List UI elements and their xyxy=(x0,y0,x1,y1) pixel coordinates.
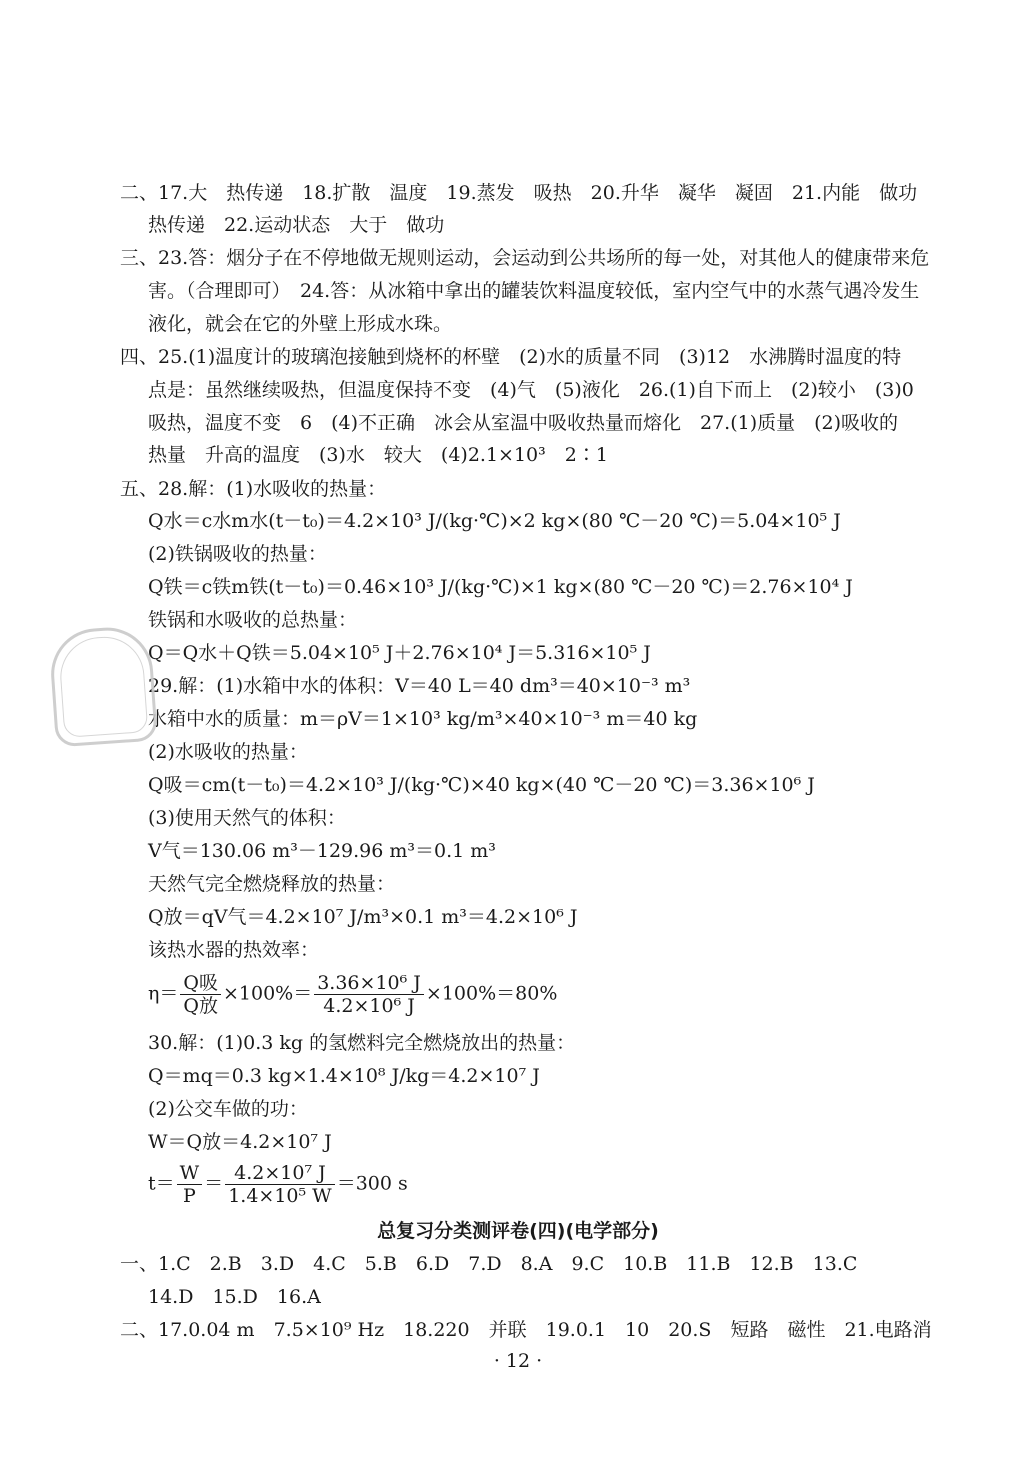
equation-line: Q吸＝cm(t－t₀)＝4.2×10³ J/(kg·℃)×40 kg×(40 ℃－20 ℃)＝3.36×10⁶ J xyxy=(148,774,815,796)
eq-rhs: ＝300 s xyxy=(336,1172,408,1195)
fraction xyxy=(177,1162,203,1207)
page-number: · 12 · xyxy=(493,1350,543,1372)
answer-line: 害。（合理即可） 24.答：从冰箱中拿出的罐装饮料温度较低，室内空气中的水蒸气遇冷发生 xyxy=(148,280,920,302)
eq-lhs: t＝ xyxy=(148,1172,175,1195)
eq-lhs: η＝ xyxy=(148,982,179,1005)
equation-line: W＝Q放＝4.2×10⁷ J xyxy=(148,1131,332,1153)
fraction-numerator: Q吸 xyxy=(180,972,221,995)
answer-line: 热量 升高的温度 (3)水 较大 (4)2.1×10³ 2∶1 xyxy=(148,444,608,466)
fraction-numerator: 4.2×10⁷ J xyxy=(225,1162,335,1185)
equation-line: 水箱中水的质量：m＝ρV＝1×10³ kg/m³×40×10⁻³ m＝40 kg xyxy=(148,708,698,730)
fraction xyxy=(180,972,221,1017)
answer-line: 二、17.0.04 m 7.5×10⁹ Hz 18.220 并联 19.0.1 10 20.S 短路 磁性 21.电路消 xyxy=(120,1319,932,1341)
eq-mid: ×100%＝ xyxy=(222,982,313,1005)
fraction-denominator: 4.2×10⁶ J xyxy=(323,995,415,1017)
answer-line: (3)使用天然气的体积： xyxy=(148,807,346,829)
answer-line: 三、23.答：烟分子在不停地做无规则运动，会运动到公共场所的每一处，对其他人的健康带来危 xyxy=(120,247,930,269)
equation-line: Q放＝qV气＝4.2×10⁷ J/m³×0.1 m³＝4.2×10⁶ J xyxy=(148,906,578,928)
answer-line: (2)水吸收的热量： xyxy=(148,741,308,763)
answer-line: (2)公交车做的功： xyxy=(148,1098,308,1120)
answer-line: 点是：虽然继续吸热，但温度保持不变 (4)气 (5)液化 26.(1)自下而上 (2)较小 (3)0 xyxy=(148,379,914,401)
equation-line: Q＝mq＝0.3 kg×1.4×10⁸ J/kg＝4.2×10⁷ J xyxy=(148,1065,540,1087)
answer-line: 热传递 22.运动状态 大于 做功 xyxy=(148,214,445,236)
answer-line: (2)铁锅吸收的热量： xyxy=(148,543,327,565)
answer-line: 铁锅和水吸收的总热量： xyxy=(148,609,358,631)
eq-rhs: ×100%＝80% xyxy=(425,982,558,1005)
equation-line: V气＝130.06 m³－129.96 m³＝0.1 m³ xyxy=(148,840,496,862)
fraction-numerator: 3.36×10⁶ J xyxy=(314,972,424,995)
fraction-numerator: W xyxy=(177,1162,203,1185)
answer-line: 四、25.(1)温度计的玻璃泡接触到烧杯的杯壁 (2)水的质量不同 (3)12 水沸腾时温度的特 xyxy=(120,346,902,368)
efficiency-equation xyxy=(148,972,557,1017)
answer-line: 一、1.C 2.B 3.D 4.C 5.B 6.D 7.D 8.A 9.C 10.B 11.B 12.B 13.C xyxy=(120,1253,858,1275)
fraction xyxy=(314,972,424,1017)
answer-line: 29.解：(1)水箱中水的体积：V＝40 L＝40 dm³＝40×10⁻³ m³ xyxy=(148,675,691,697)
fraction-denominator: 1.4×10⁵ W xyxy=(228,1185,332,1207)
answer-line: 二、17.大 热传递 18.扩散 温度 19.蒸发 吸热 20.升华 凝华 凝固 21.内能 做功 xyxy=(120,182,918,204)
equation-line: Q水＝c水m水(t－t₀)＝4.2×10³ J/(kg·℃)×2 kg×(80 ℃－20 ℃)＝5.04×10⁵ J xyxy=(148,510,841,532)
section-title: 总复习分类测评卷(四)(电学部分) xyxy=(377,1220,659,1242)
fraction-denominator: P xyxy=(183,1185,196,1207)
time-equation xyxy=(148,1162,408,1207)
fraction-denominator: Q放 xyxy=(183,995,218,1017)
answer-line: 30.解：(1)0.3 kg 的氢燃料完全燃烧放出的热量： xyxy=(148,1032,576,1054)
equation-line: Q＝Q水＋Q铁＝5.04×10⁵ J＋2.76×10⁴ J＝5.316×10⁵ J xyxy=(148,642,651,664)
equation-line: Q铁＝c铁m铁(t－t₀)＝0.46×10³ J/(kg·℃)×1 kg×(80 ℃－20 ℃)＝2.76×10⁴ J xyxy=(148,576,853,598)
answer-line: 五、28.解：(1)水吸收的热量： xyxy=(120,478,387,500)
fraction xyxy=(225,1162,335,1207)
answer-line: 液化，就会在它的外壁上形成水珠。 xyxy=(148,313,453,335)
watermark-stamp xyxy=(48,625,158,748)
answer-line: 该热水器的热效率： xyxy=(148,939,320,961)
eq-mid: ＝ xyxy=(204,1172,224,1195)
answer-line: 14.D 15.D 16.A xyxy=(148,1286,321,1308)
answer-line: 吸热，温度不变 6 (4)不正确 冰会从室温中吸收热量而熔化 27.(1)质量 (2)吸收的 xyxy=(148,412,899,434)
answer-line: 天然气完全燃烧释放的热量： xyxy=(148,873,396,895)
